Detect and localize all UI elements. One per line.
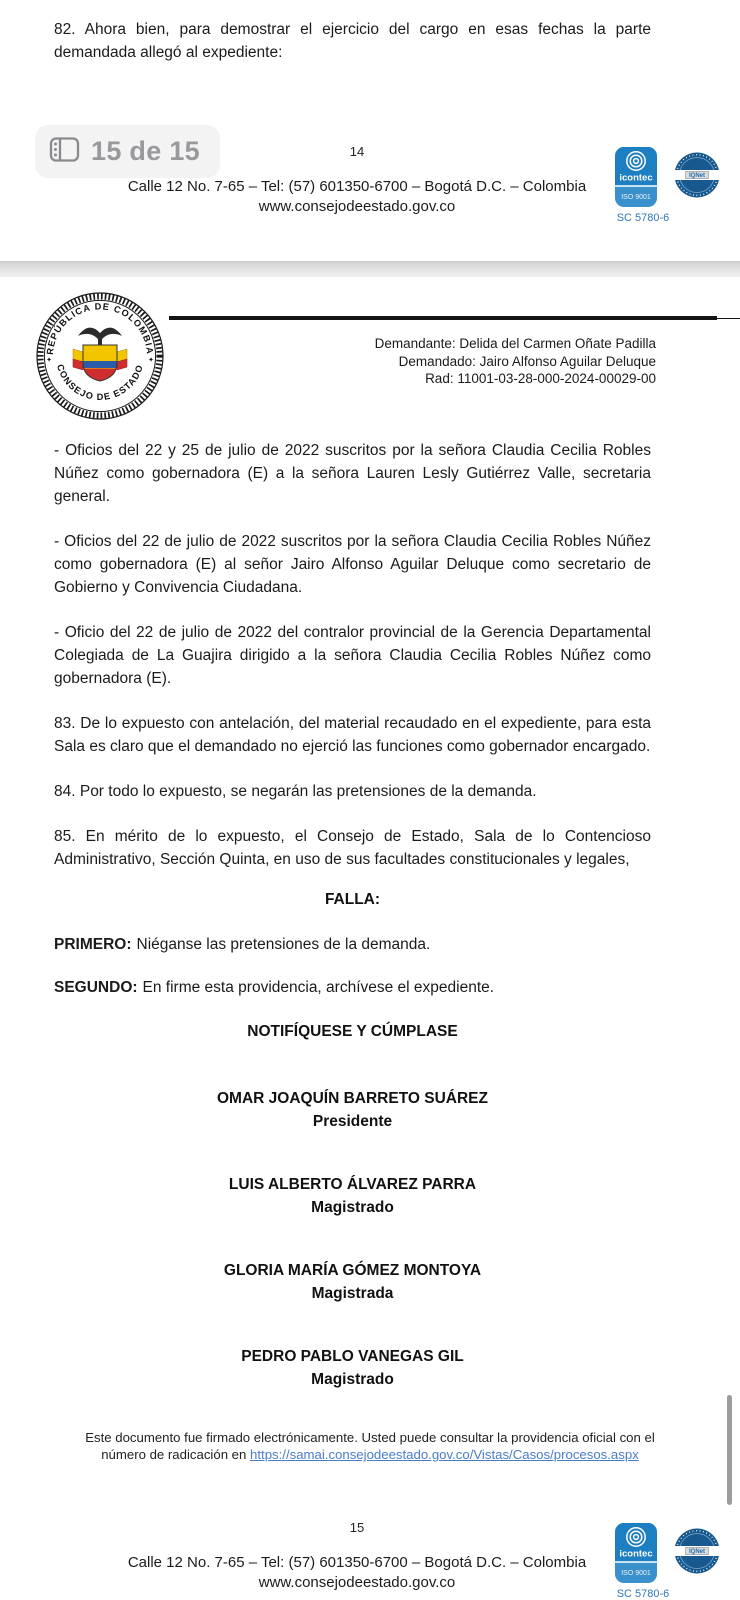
svg-text:ISO 9001: ISO 9001: [621, 1570, 651, 1577]
order-item: [54, 976, 651, 999]
footer-address: Calle 12 No. 7-65 – Tel: (57) 601350-6700 – Bogotá D.C. – Colombia: [127, 1554, 587, 1571]
document-paragraph: 83. De lo expuesto con antelación, del material recaudado en el expediente, para esta Sala es claro que el demandado no ejerció las funciones como gobernador encargado.: [54, 715, 651, 755]
svg-text:ISO 9001: ISO 9001: [621, 194, 651, 201]
paragraph-82: 82. Ahora bien, para demostrar el ejercicio del cargo en esas fechas la parte demandada allegó al expediente:: [54, 21, 651, 61]
note-text: Este documento fue firmado electrónicamente. Usted puede consultar la providencia oficial con el número de radicación en: [85, 1430, 655, 1462]
page-number: 14: [349, 144, 365, 159]
signatory-title: Magistrado: [311, 1199, 394, 1216]
page-indicator-label: 15 de 15: [91, 136, 200, 166]
document-paragraph: 84. Por todo lo expuesto, se negarán las pretensiones de la demanda.: [54, 783, 537, 800]
case-info: [375, 335, 656, 388]
order-text: Niéganse las pretensiones de la demanda.: [136, 936, 431, 953]
consejo-de-estado-seal: [35, 291, 165, 426]
signatory-block: [54, 1259, 651, 1305]
signatory-name: GLORIA MARÍA GÓMEZ MONTOYA: [223, 1262, 482, 1279]
signatory-block: [54, 1087, 651, 1133]
order-text: En firme esta providencia, archívese el expediente.: [142, 979, 495, 996]
footer-website: www.consejodeestado.gov.co: [258, 198, 456, 215]
document-paragraph: 85. En mérito de lo expuesto, el Consejo de Estado, Sala de lo Contencioso Administrativo, Sección Quinta, en uso de sus facultades constitucionales y legales,: [54, 828, 651, 868]
letterhead-rule: [169, 316, 717, 320]
signatory-name: OMAR JOAQUÍN BARRETO SUÁREZ: [217, 1090, 488, 1107]
order-label: PRIMERO:: [54, 936, 132, 953]
case-radicado: Rad: 11001-03-28-000-2024-00029-00: [425, 371, 656, 386]
svg-text:IQNet: IQNet: [688, 1549, 706, 1555]
document-paragraph: - Oficios del 22 de julio de 2022 suscritos por la señora Claudia Cecilia Robles Núñez como gobernadora (E) al señor Jairo Alfonso Aguilar Deluque como secretario de Gobierno y Convivencia Ciudadana.: [54, 533, 651, 596]
orders-list: [0, 933, 740, 999]
iqnet-logo: [673, 1527, 721, 1580]
footer-website: www.consejodeestado.gov.co: [258, 1574, 456, 1591]
svg-text:icontec: icontec: [619, 172, 653, 184]
svg-text:icontec: icontec: [619, 1548, 653, 1560]
notifiquese-heading: NOTIFÍQUESE Y CÚMPLASE: [247, 1023, 458, 1040]
footer-address: Calle 12 No. 7-65 – Tel: (57) 601350-6700 – Bogotá D.C. – Colombia: [127, 178, 587, 195]
samai-link[interactable]: https://samai.consejodeestado.gov.co/Vistas/Casos/procesos.aspx: [250, 1447, 639, 1462]
certification-code: SC 5780-6: [616, 1588, 670, 1600]
signatory-title: Magistrado: [311, 1371, 394, 1388]
page-number: 15: [349, 1520, 365, 1535]
document-body: [0, 439, 740, 871]
page-14-footer: [0, 144, 740, 239]
iqnet-logo: [673, 151, 721, 204]
svg-text:REPÚBLICA DE COLOMBIA: REPÚBLICA DE COLOMBIA: [44, 301, 156, 356]
svg-text:IQNet: IQNet: [688, 173, 706, 179]
document-page-15: [0, 277, 740, 1600]
case-demandado: Demandado: Jairo Alfonso Aguilar Deluque: [398, 353, 656, 369]
signatory-block: [54, 1173, 651, 1219]
certification-code: SC 5780-6: [616, 212, 670, 224]
signatory-title: Presidente: [312, 1113, 393, 1130]
signatory-title: Magistrada: [311, 1285, 394, 1302]
signatory-name: LUIS ALBERTO ÁLVAREZ PARRA: [228, 1176, 477, 1193]
order-label: SEGUNDO:: [54, 979, 138, 996]
svg-text:✦: ✦: [148, 357, 154, 364]
document-paragraph: - Oficio del 22 de julio de 2022 del contralor provincial de la Gerencia Departamental Colegiada de La Guajira dirigido a la señora Claudia Cecilia Robles Núñez como gobernadora (E).: [54, 624, 651, 687]
electronic-signature-note: [68, 1429, 672, 1463]
case-demandante: Demandante: Delida del Carmen Oñate Padilla: [374, 336, 656, 351]
falla-heading: FALLA:: [324, 891, 381, 908]
svg-text:✦: ✦: [46, 357, 52, 364]
page-15-footer: [0, 1520, 740, 1600]
icontec-logo: [614, 146, 658, 213]
signatory-name: PEDRO PABLO VANEGAS GIL: [241, 1348, 464, 1365]
svg-text:CONSEJO DE ESTADO: CONSEJO DE ESTADO: [54, 362, 146, 403]
icontec-logo: [614, 1522, 658, 1589]
order-item: [54, 933, 651, 956]
scrollbar-thumb[interactable]: [727, 1395, 732, 1505]
letterhead: [0, 277, 740, 427]
signatory-block: [54, 1345, 651, 1391]
document-paragraph: - Oficios del 22 y 25 de julio de 2022 suscritos por la señora Claudia Cecilia Robles Núñez como gobernadora (E) a la señora Lauren Lesly Gutiérrez Valle, secretaria general.: [54, 442, 651, 505]
document-page-14: [0, 18, 740, 261]
signatories: [0, 1087, 740, 1391]
page-separator: [0, 261, 740, 277]
